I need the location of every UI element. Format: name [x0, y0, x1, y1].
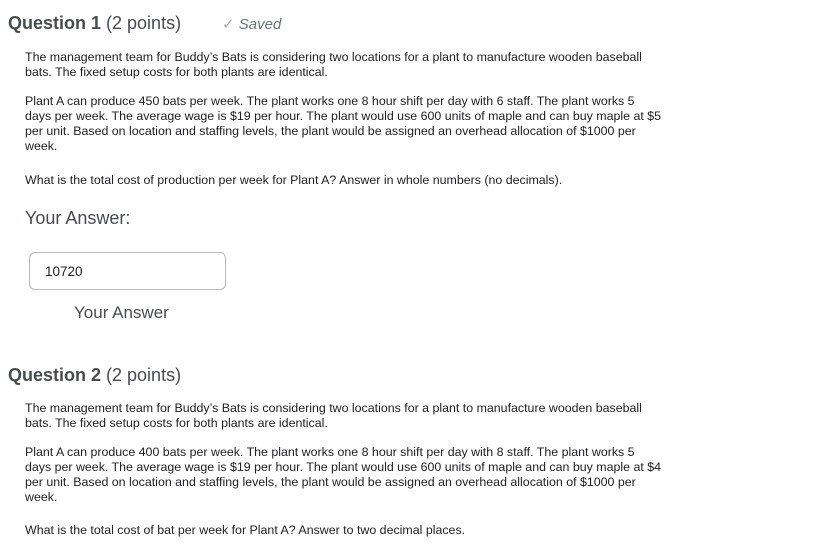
check-icon: ✓	[222, 16, 235, 33]
q1-question-text: What is the total cost of production per week for Plant A? Answer in whole numbers (no decimals).	[25, 173, 563, 187]
question-1-title: Question 1 (2 points)	[8, 13, 182, 33]
q2-question-text: What is the total cost of bat per week for Plant A? Answer to two decimal places.	[25, 523, 466, 537]
q2-paragraph-2: Plant A can produce 400 bats per week. The plant works one 8 hour shift per day with 8 staff. The plant works 5 days per week. The average wage is $19 per hour. The plant would use 600 units of maple and can buy maple at $4 per unit. Based on location and staffing levels, the plant would be assigned an overhead allocation of $1000 per week.	[25, 445, 662, 504]
answer-heading: Your Answer:	[25, 208, 131, 228]
q2-paragraph-1: The management team for Buddy’s Bats is considering two locations for a plant to manufacture wooden baseball bats. The fixed setup costs for both plants are identical.	[25, 401, 642, 430]
answer-input[interactable]	[29, 252, 226, 290]
saved-status: ✓ Saved	[222, 16, 282, 33]
answer-label: Your Answer	[74, 303, 169, 322]
q1-paragraph-2: Plant A can produce 450 bats per week. The plant works one 8 hour shift per day with 6 staff. The plant works 5 days per week. The average wage is $19 per hour. The plant would use 600 units of maple and can buy maple at $5 per unit. Based on location and staffing levels, the plant would be assigned an overhead allocation of $1000 per week.	[25, 94, 662, 153]
q1-paragraph-1: The management team for Buddy’s Bats is considering two locations for a plant to manufacture wooden baseball bats. The fixed setup costs for both plants are identical.	[25, 50, 642, 79]
question-2-title: Question 2 (2 points)	[8, 365, 182, 385]
